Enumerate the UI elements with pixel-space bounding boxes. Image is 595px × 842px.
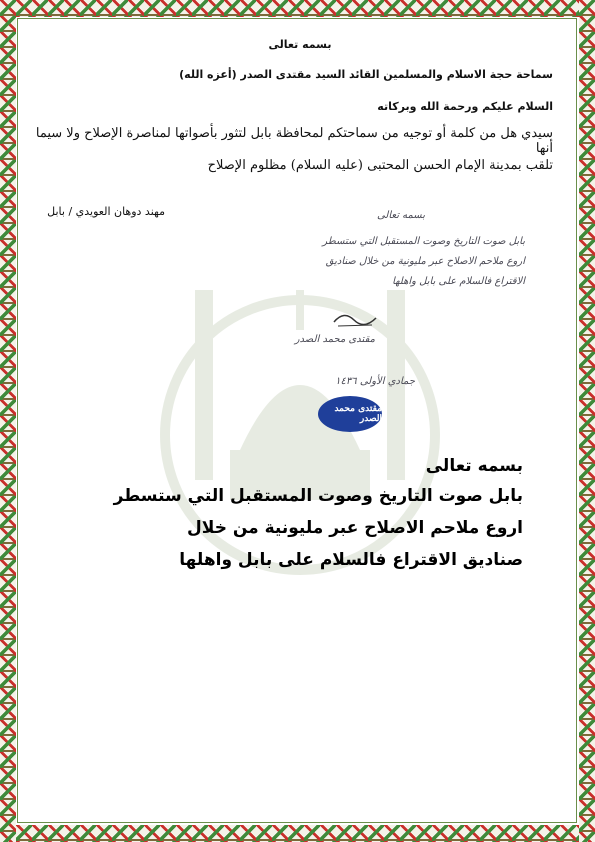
blue-stamp xyxy=(318,396,382,432)
letter-greeting: السلام عليكم ورحمة الله وبركاته xyxy=(377,100,553,113)
letter-basmala: بسمه تعالى xyxy=(268,38,332,51)
ornamental-border-right xyxy=(579,0,595,842)
handwritten-line-2: اروع ملاحم الاصلاح عبر مليونية من خلال صناديق xyxy=(325,256,525,267)
ornamental-border-top xyxy=(0,0,595,17)
letter-addressee: سماحة حجة الاسلام والمسلمين القائد السيد مقتدى الصدر (أعزه الله) xyxy=(179,68,553,81)
handwritten-signature-name: مقتدى محمد الصدر xyxy=(294,334,375,345)
ornamental-border-left xyxy=(0,0,16,842)
stamp-text: مقتدى محمد الصدر xyxy=(334,404,382,424)
transcription-basmala: بسمه تعالى xyxy=(425,456,523,476)
transcription-line-2: اروع ملاحم الاصلاح عبر مليونية من خلال xyxy=(187,518,523,538)
handwritten-date: جمادي الأولى ١٤٣٦ xyxy=(335,376,415,387)
handwritten-basmala: بسمه تعالى xyxy=(376,210,425,221)
letter-signature: مهند دوهان العويدي / بابل xyxy=(47,205,165,218)
letter-body-line-1: سيدي هل من كلمة أو توجيه من سماحتكم لمحافظة بابل لتثور بأصواتها لمناصرة الإصلاح ولا سيما أنها xyxy=(35,126,553,156)
transcription-line-3: صناديق الاقتراع فالسلام على بابل واهلها xyxy=(179,550,523,570)
letter-body-line-2: تلقب بمدينة الإمام الحسن المحتبى (عليه السلام) مظلوم الإصلاح xyxy=(207,158,553,173)
transcription-line-1: بابل صوت التاريخ وصوت المستقبل التي ستسطر xyxy=(113,486,523,506)
ornamental-border-bottom xyxy=(0,825,595,842)
handwritten-line-3: الاقتراع فالسلام على بابل واهلها xyxy=(392,276,525,287)
handwritten-line-1: بابل صوت التاريخ وصوت المستقبل التي ستسطر xyxy=(322,236,525,247)
handwritten-signature-icon xyxy=(330,308,380,330)
